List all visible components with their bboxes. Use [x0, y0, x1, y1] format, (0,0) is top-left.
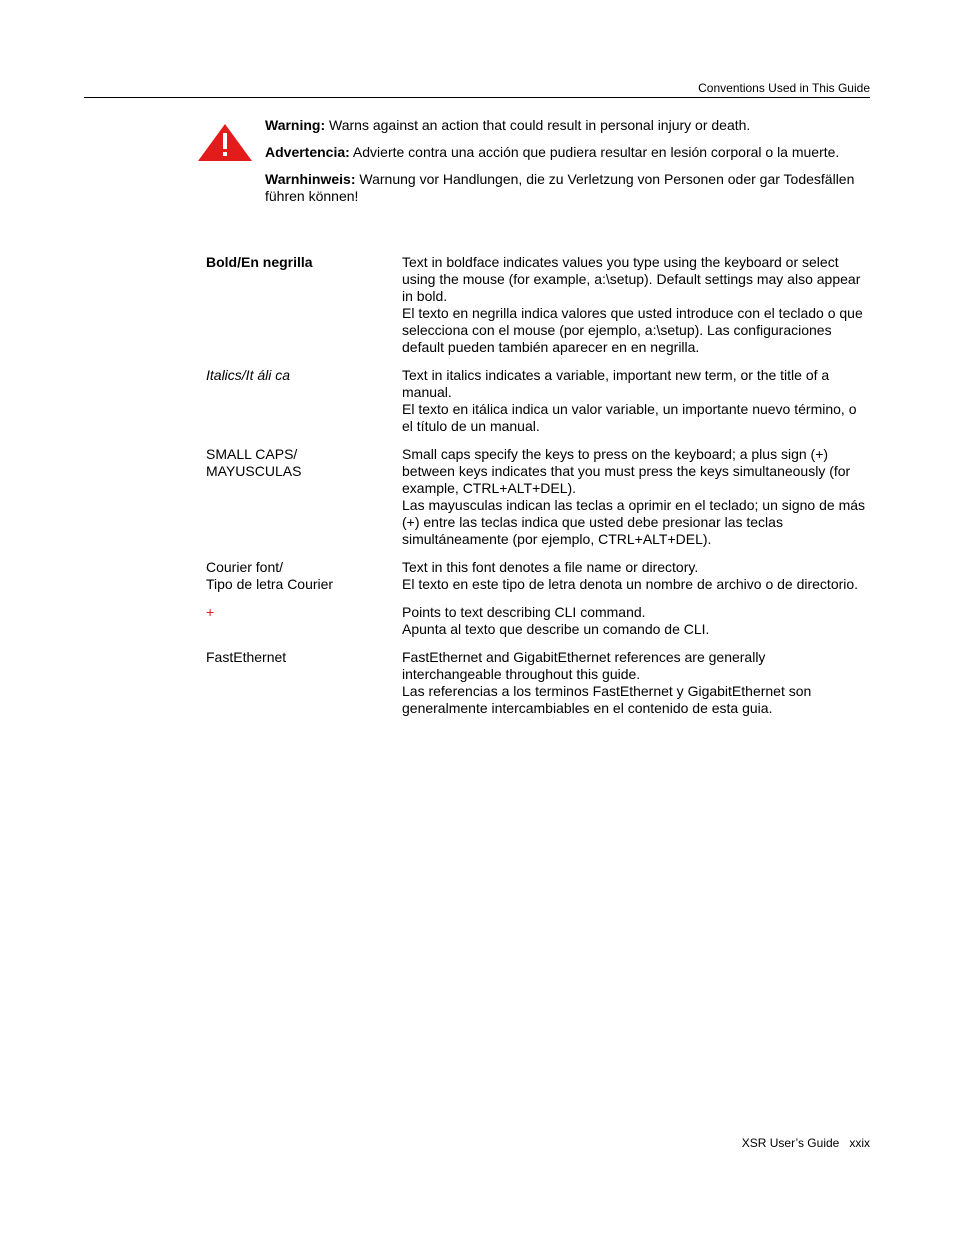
convention-row-italics [206, 367, 866, 435]
convention-term [206, 604, 402, 638]
convention-description [402, 604, 866, 638]
page-number: xxix [849, 1136, 870, 1150]
desc-line: Small caps specify the keys to press on the keyboard; a plus sign (+) [402, 446, 829, 462]
page-footer [742, 1135, 870, 1151]
warning-text: Advierte contra una acción que pudiera resultar en lesión corporal o la muerte. [349, 144, 840, 160]
warning-label: Advertencia: [265, 144, 350, 160]
convention-term [206, 649, 402, 717]
desc-line: Las referencias a los terminos FastEthernet y GigabitEthernet son [402, 683, 812, 699]
warning-text: Warnung vor Handlungen, die zu Verletzung von Personen oder gar Todesfällen führen können! [265, 171, 855, 204]
term-line: MAYUSCULAS [206, 463, 302, 479]
convention-term [206, 254, 402, 356]
desc-line: between keys indicates that you must press the keys simultaneously (for [402, 463, 851, 479]
warning-item-de [265, 171, 865, 205]
desc-line: El texto en itálica indica un valor variable, un importante nuevo término, o [402, 401, 857, 417]
convention-term [206, 559, 402, 593]
convention-term [206, 446, 402, 548]
convention-row-small-caps [206, 446, 866, 548]
convention-description [402, 649, 866, 717]
warning-text: Warns against an action that could result in personal injury or death. [325, 117, 751, 133]
desc-line: selecciona con el mouse (por ejemplo, a:\setup). Las configuraciones [402, 322, 832, 338]
term-line: FastEthernet [206, 649, 287, 665]
term-line: Bold/En negrilla [206, 254, 313, 270]
convention-description [402, 367, 866, 435]
convention-term [206, 367, 402, 435]
convention-row-fastethernet [206, 649, 866, 717]
term-line: Italics/It áli ca [206, 367, 291, 383]
cli-marker-plus: + [206, 604, 215, 620]
desc-line: Text in boldface indicates values you type using the keyboard or select [402, 254, 839, 270]
desc-line: Points to text describing CLI command. [402, 604, 646, 620]
header-rule [84, 97, 870, 98]
desc-line: example, CTRL+ALT+DEL). [402, 480, 577, 496]
convention-row-bold [206, 254, 866, 356]
desc-line: default pueden también aparecer en en negrilla. [402, 339, 700, 355]
term-line: Tipo de letra Courier [206, 576, 334, 592]
desc-line: generalmente intercambiables en el contenido de esta guia. [402, 700, 773, 716]
convention-description [402, 559, 866, 593]
desc-line: El texto en negrilla indica valores que usted introduce con el teclado o que [402, 305, 863, 321]
desc-line: Text in italics indicates a variable, important new term, or the title of a [402, 367, 830, 383]
warning-item-es [265, 144, 865, 161]
desc-line: Text in this font denotes a file name or directory. [402, 559, 699, 575]
warning-triangle-icon [197, 123, 253, 162]
warning-label: Warning: [265, 117, 326, 133]
term-line: Courier font/ [206, 559, 284, 575]
desc-line: using the mouse (for example, a:\setup). Default settings may also appear [402, 271, 861, 287]
desc-line: Las mayusculas indican las teclas a oprimir en el teclado; un signo de más [402, 497, 866, 513]
warning-label: Warnhinweis: [265, 171, 356, 187]
desc-line: interchangeable throughout this guide. [402, 666, 641, 682]
page-header-title: Conventions Used in This Guide [698, 81, 870, 95]
convention-row-cli-marker [206, 604, 866, 638]
desc-line: simultáneamente (por ejemplo, CTRL+ALT+DEL). [402, 531, 712, 547]
footer-guide-title: XSR User’s Guide [741, 1136, 840, 1150]
warning-block [265, 117, 865, 215]
desc-line: El texto en este tipo de letra denota un nombre de archivo o de directorio. [402, 576, 859, 592]
desc-line: FastEthernet and GigabitEthernet references are generally [402, 649, 766, 665]
desc-line: Apunta al texto que describe un comando de CLI. [402, 621, 710, 637]
desc-line: (+) entre las teclas indica que usted debe presionar las teclas [402, 514, 783, 530]
convention-row-courier [206, 559, 866, 593]
desc-line: el título de un manual. [402, 418, 540, 434]
conventions-table [206, 254, 866, 728]
desc-line: in bold. [402, 288, 448, 304]
convention-description [402, 446, 866, 548]
term-line: SMALL CAPS/ [206, 446, 298, 462]
warning-item-en [265, 117, 865, 134]
desc-line: manual. [402, 384, 452, 400]
convention-description [402, 254, 866, 356]
